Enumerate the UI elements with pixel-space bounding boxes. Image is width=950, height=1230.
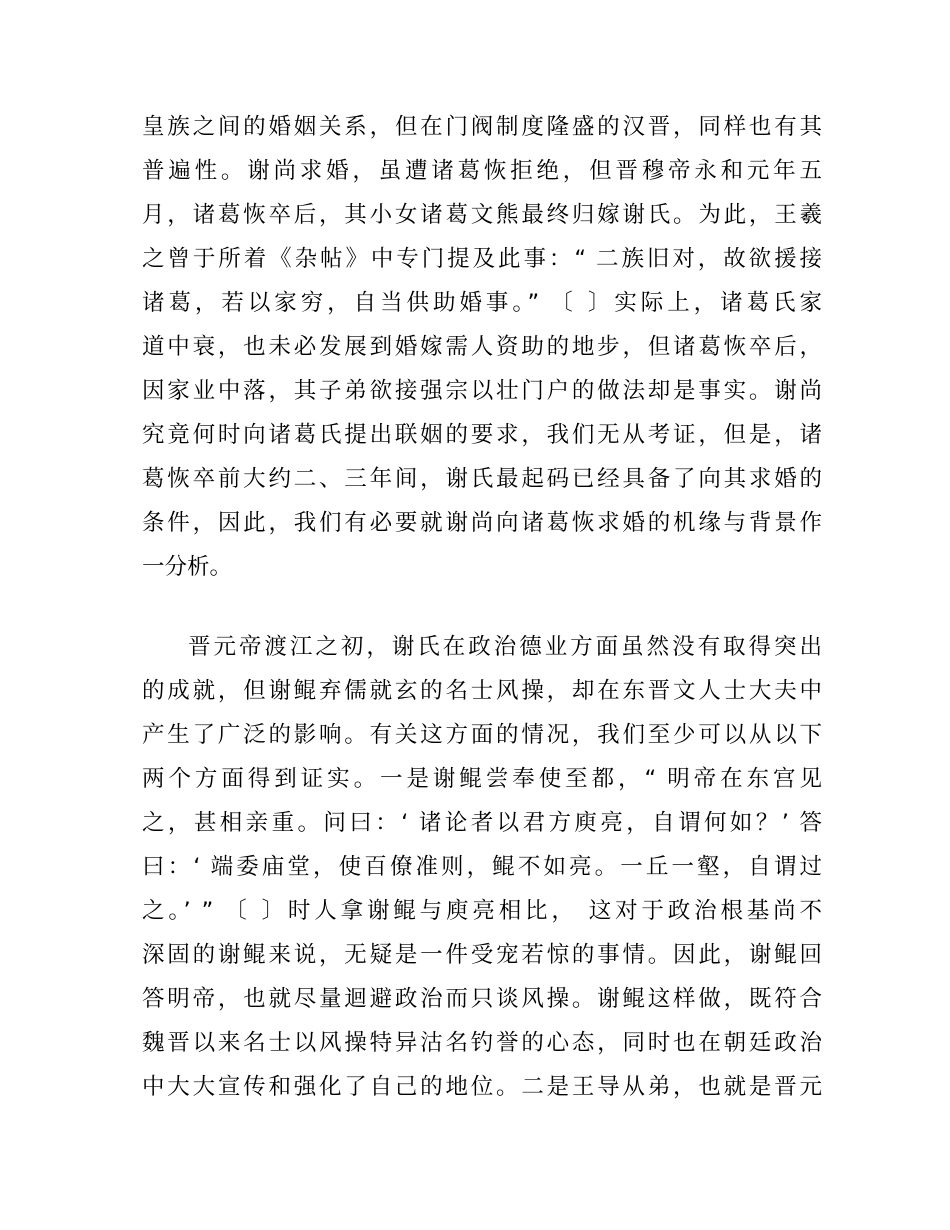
text-line: 诸葛，若以家穷，自当供助婚事。” 〔 〕实际上，诸葛氏家 bbox=[142, 290, 822, 316]
text-line: 之，甚相亲重。问曰：‘ 诸论者以君方庾亮，自谓何如？’ 答 bbox=[142, 810, 822, 836]
text-line: 曰：‘ 端委庙堂，使百僚准则，鲲不如亮。一丘一壑，自谓过 bbox=[142, 854, 822, 880]
text-line: 道中衰，也未必发展到婚嫁需人资助的地步，但诸葛恢卒后， bbox=[142, 334, 822, 360]
text-line: 的成就，但谢鲲弃儒就玄的名士风操，却在东晋文人士大夫中 bbox=[142, 678, 822, 704]
text-line: 之曾于所着《杂帖》中专门提及此事：“ 二族旧对，故欲援接 bbox=[142, 246, 822, 272]
text-line: 葛恢卒前大约二、三年间，谢氏最起码已经具备了向其求婚的 bbox=[142, 466, 822, 492]
text-line: 产生了广泛的影响。有关这方面的情况，我们至少可以从以下 bbox=[142, 722, 822, 748]
text-line: 究竟何时向诸葛氏提出联姻的要求，我们无从考证，但是，诸 bbox=[142, 422, 822, 448]
text-line: 皇族之间的婚姻关系，但在门阀制度隆盛的汉晋，同样也有其 bbox=[142, 114, 822, 140]
text-line: 因家业中落，其子弟欲接强宗以壮门户的做法却是事实。谢尚 bbox=[142, 378, 822, 404]
text-line: 魏晋以来名士以风操特异沽名钓誉的心态，同时也在朝廷政治 bbox=[142, 1030, 822, 1056]
text-line: 答明帝，也就尽量迴避政治而只谈风操。谢鲲这样做，既符合 bbox=[142, 986, 822, 1012]
text-line: 条件，因此，我们有必要就谢尚向诸葛恢求婚的机缘与背景作 bbox=[142, 510, 822, 536]
text-line: 月，诸葛恢卒后，其小女诸葛文熊最终归嫁谢氏。为此，王羲 bbox=[142, 202, 822, 228]
text-line: 深固的谢鲲来说，无疑是一件受宠若惊的事情。因此，谢鲲回 bbox=[142, 942, 822, 968]
text-line: 晋元帝渡江之初，谢氏在政治德业方面虽然没有取得突出 bbox=[188, 634, 822, 660]
text-line: 普遍性。谢尚求婚，虽遭诸葛恢拒绝，但晋穆帝永和元年五 bbox=[142, 158, 822, 184]
text-line: 一分析。 bbox=[142, 554, 233, 580]
text-line: 两个方面得到证实。一是谢鲲尝奉使至都，“ 明帝在东宫见 bbox=[142, 766, 822, 792]
text-line: 中大大宣传和强化了自己的地位。二是王导从弟，也就是晋元 bbox=[142, 1074, 822, 1100]
text-line: 之。’ ” 〔 〕时人拿谢鲲与庾亮相比， 这对于政治根基尚不 bbox=[142, 898, 822, 924]
